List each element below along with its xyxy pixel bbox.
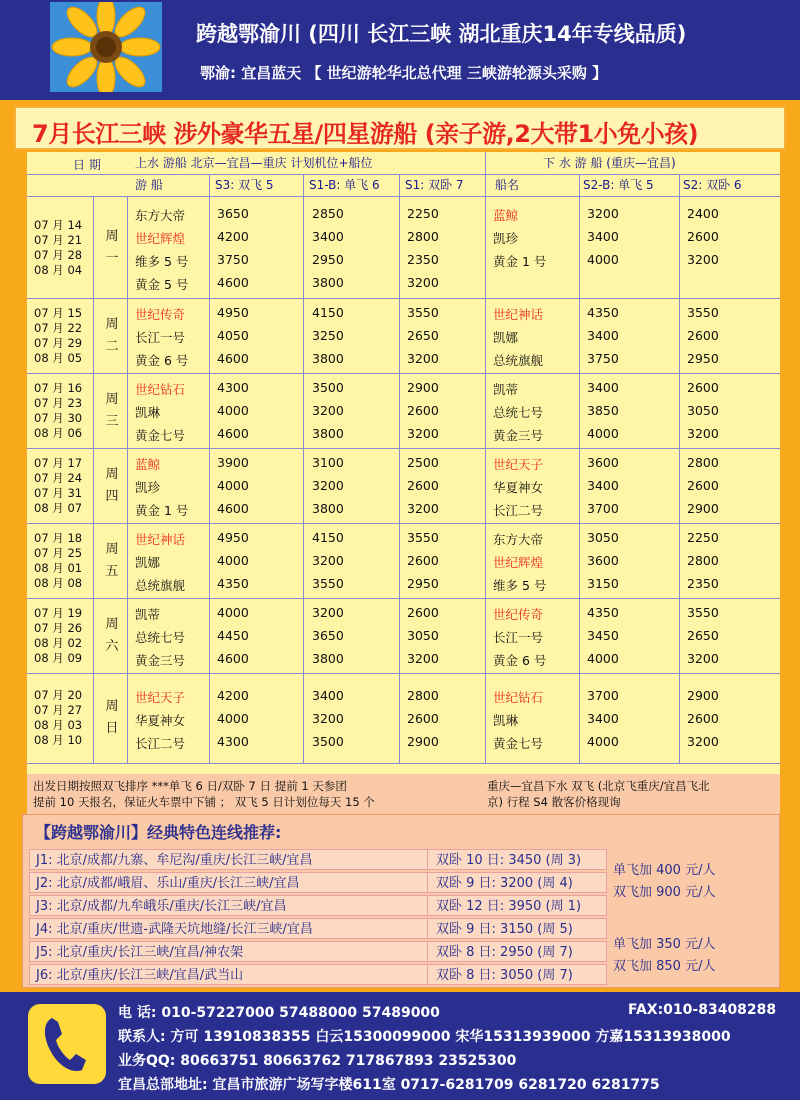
price-cell: 2600 bbox=[687, 710, 719, 726]
price-cell: 4600 bbox=[217, 501, 249, 516]
departure-date: 07 月 30 bbox=[34, 410, 83, 425]
price-cell: 3200 bbox=[687, 252, 719, 267]
price-cell: 3400 bbox=[312, 229, 344, 244]
price-cell: 3200 bbox=[312, 403, 344, 418]
row-divider bbox=[27, 448, 780, 449]
price-cell: 2600 bbox=[407, 605, 439, 620]
weekday-char: 一 bbox=[105, 251, 119, 266]
header-s2: S2: 双卧 6 bbox=[683, 178, 742, 192]
header-ship: 游 船 bbox=[135, 178, 163, 192]
header bbox=[0, 0, 800, 100]
weekday-char: 日 bbox=[105, 721, 119, 736]
ship-name: 华夏神女 bbox=[493, 480, 544, 495]
price-cell: 4000 bbox=[587, 426, 619, 441]
departure-date: 07 月 19 bbox=[34, 605, 83, 620]
price-cell: 2800 bbox=[407, 687, 439, 703]
price-cell: 3200 bbox=[407, 426, 439, 441]
route-name: J2: 北京/成都/峨眉、乐山/重庆/长江三峡/宜昌 bbox=[29, 872, 429, 893]
price-cell: 3200 bbox=[312, 710, 344, 726]
departure-date: 07 月 16 bbox=[34, 380, 83, 395]
note-left-line1: 出发日期按照双飞排序 ***单飞 6 日/双卧 7 日 提前 1 天参团 bbox=[33, 779, 347, 793]
price-cell: 2600 bbox=[687, 328, 719, 343]
route-name: J6: 北京/重庆/长江三峡/宜昌/武当山 bbox=[29, 964, 429, 985]
departure-date: 08 月 03 bbox=[34, 718, 83, 732]
column-divider bbox=[579, 174, 580, 763]
departure-date: 07 月 26 bbox=[34, 620, 83, 635]
route-price: 双卧 9 日: 3200 (周 4) bbox=[427, 872, 607, 893]
price-cell: 3550 bbox=[407, 530, 439, 545]
departure-date: 08 月 09 bbox=[34, 650, 83, 665]
route-name: J3: 北京/成都/九牟峨乐/重庆/长江三峡/宜昌 bbox=[29, 895, 429, 916]
price-cell: 3200 bbox=[407, 351, 439, 366]
note-right-line1: 重庆—宜昌下水 双飞 (北京飞重庆/宜昌飞北 bbox=[487, 779, 710, 793]
price-cell: 2400 bbox=[687, 206, 719, 221]
ship-name: 凯琳 bbox=[135, 405, 161, 420]
row-divider bbox=[27, 298, 780, 299]
sunflower-logo bbox=[50, 2, 162, 92]
ship-name: 总统旗舰 bbox=[135, 578, 186, 593]
price-cell: 3800 bbox=[312, 651, 344, 666]
price-cell: 2850 bbox=[312, 206, 344, 221]
price-cell: 3500 bbox=[312, 733, 344, 749]
price-cell: 3550 bbox=[407, 305, 439, 320]
departure-date: 07 月 17 bbox=[34, 455, 83, 470]
weekday-label bbox=[101, 614, 123, 658]
page-title: 跨越鄂渝川 (四川 长江三峡 湖北重庆14年专线品质) bbox=[196, 22, 687, 46]
price-cell: 4600 bbox=[217, 426, 249, 441]
ship-name: 蓝鲸 bbox=[135, 457, 161, 472]
price-cell: 3200 bbox=[687, 651, 719, 666]
ship-name: 华夏神女 bbox=[135, 712, 186, 728]
price-cell: 2500 bbox=[407, 455, 439, 470]
price-cell: 2900 bbox=[407, 733, 439, 749]
price-cell: 3450 bbox=[587, 628, 619, 643]
price-cell: 3050 bbox=[587, 530, 619, 545]
column-divider bbox=[209, 174, 210, 763]
price-cell: 3800 bbox=[312, 351, 344, 366]
departure-dates bbox=[34, 606, 82, 666]
ship-name: 世纪天子 bbox=[493, 457, 544, 472]
price-cell: 4000 bbox=[587, 733, 619, 749]
price-cell: 2600 bbox=[687, 478, 719, 493]
price-cell: 4350 bbox=[587, 605, 619, 620]
price-cell: 3550 bbox=[687, 305, 719, 320]
ship-name: 凯珍 bbox=[135, 480, 161, 495]
price-cell: 2900 bbox=[407, 380, 439, 395]
route-item bbox=[23, 964, 623, 986]
schedule-group bbox=[27, 523, 780, 598]
price-cell: 2800 bbox=[687, 553, 719, 568]
route-item bbox=[23, 849, 623, 871]
weekday-label bbox=[101, 226, 123, 270]
departure-date: 08 月 06 bbox=[34, 425, 83, 440]
price-cell: 3650 bbox=[312, 628, 344, 643]
price-cell: 3700 bbox=[587, 501, 619, 516]
ship-name: 世纪神话 bbox=[135, 532, 186, 547]
column-divider bbox=[303, 174, 304, 763]
weekday-char: 周 bbox=[105, 316, 119, 332]
ship-name: 长江一号 bbox=[493, 630, 544, 645]
price-cell: 2350 bbox=[687, 576, 719, 591]
departure-date: 08 月 02 bbox=[34, 635, 83, 650]
weekday-char: 周 bbox=[105, 466, 119, 482]
price-cell: 4600 bbox=[217, 351, 249, 366]
departure-date: 08 月 10 bbox=[34, 733, 83, 747]
price-cell: 3400 bbox=[587, 710, 619, 726]
header-up-title: 上水 游船 北京—宜昌—重庆 计划机位+船位 bbox=[135, 156, 373, 170]
route-item bbox=[23, 895, 623, 917]
banner-text: 7月长江三峡 涉外豪华五星/四星游船 (亲子游,2大带1小免小孩) bbox=[32, 120, 699, 148]
weekday-char: 二 bbox=[105, 338, 119, 354]
departure-date: 07 月 18 bbox=[34, 530, 83, 545]
ship-name: 黄金 1 号 bbox=[493, 254, 547, 269]
route-name: J4: 北京/重庆/世遗-武隆天坑地缝/长江三峡/宜昌 bbox=[29, 918, 429, 939]
weekday-label bbox=[101, 539, 123, 583]
ship-name: 黄金三号 bbox=[135, 653, 186, 668]
price-cell: 2950 bbox=[407, 576, 439, 591]
departure-date: 07 月 27 bbox=[34, 703, 83, 717]
price-cell: 2650 bbox=[407, 328, 439, 343]
weekday-label bbox=[101, 314, 123, 358]
ship-name: 维多 5 号 bbox=[135, 254, 189, 269]
routes-title: 【跨越鄂渝川】经典特色连线推荐: bbox=[35, 823, 282, 842]
route-item bbox=[23, 941, 623, 963]
ship-name: 黄金 5 号 bbox=[135, 277, 189, 292]
schedule-group bbox=[27, 598, 780, 673]
price-cell: 4000 bbox=[217, 710, 249, 726]
ship-name: 黄金三号 bbox=[493, 428, 544, 443]
weekday-char: 周 bbox=[105, 541, 119, 557]
price-cell: 3700 bbox=[587, 687, 619, 703]
price-cell: 3600 bbox=[587, 455, 619, 470]
price-cell: 3200 bbox=[407, 651, 439, 666]
ship-name: 凯娜 bbox=[493, 330, 519, 345]
ship-name: 总统旗舰 bbox=[493, 353, 544, 368]
price-cell: 4000 bbox=[587, 252, 619, 267]
contact-persons: 联系人: 方可 13910838355 白云15300099000 宋华15313939000 方嘉15313938000 bbox=[118, 1029, 731, 1045]
ship-name: 长江二号 bbox=[493, 503, 544, 518]
price-cell: 4050 bbox=[217, 328, 249, 343]
price-cell: 2600 bbox=[687, 380, 719, 395]
price-cell: 3550 bbox=[312, 576, 344, 591]
row-divider bbox=[27, 174, 780, 175]
extra-price-2b: 双飞加 850 元/人 bbox=[613, 959, 716, 974]
header-s2b: S2-B: 单飞 5 bbox=[583, 178, 654, 192]
departure-date: 08 月 01 bbox=[34, 560, 83, 575]
weekday-char: 五 bbox=[105, 563, 119, 579]
ship-name: 东方大帝 bbox=[135, 208, 186, 223]
price-cell: 2600 bbox=[407, 478, 439, 493]
price-cell: 2600 bbox=[407, 553, 439, 568]
price-cell: 3200 bbox=[312, 553, 344, 568]
route-price: 双卧 10 日: 3450 (周 3) bbox=[427, 849, 607, 870]
departure-dates bbox=[34, 218, 82, 278]
schedule-group bbox=[27, 373, 780, 448]
departure-date: 08 月 08 bbox=[34, 575, 83, 590]
column-divider bbox=[93, 196, 94, 763]
note-right-line2: 京) 行程 S4 散客价格现询 bbox=[487, 795, 621, 809]
weekday-char: 周 bbox=[105, 391, 119, 407]
ship-name: 凯珍 bbox=[493, 231, 519, 246]
column-divider bbox=[485, 152, 486, 174]
column-divider bbox=[679, 174, 680, 763]
extra-price-1b: 双飞加 900 元/人 bbox=[613, 885, 716, 900]
header-down-title: 下 水 游 船 (重庆—宜昌) bbox=[543, 156, 676, 170]
price-cell: 2600 bbox=[687, 229, 719, 244]
ship-name: 凯蒂 bbox=[135, 607, 161, 622]
ship-name: 长江二号 bbox=[135, 735, 186, 751]
price-cell: 2800 bbox=[687, 455, 719, 470]
route-price: 双卧 12 日: 3950 (周 1) bbox=[427, 895, 607, 916]
weekday-char: 三 bbox=[105, 413, 119, 429]
weekday-char: 周 bbox=[105, 229, 119, 244]
price-cell: 4950 bbox=[217, 530, 249, 545]
price-cell: 4000 bbox=[217, 605, 249, 620]
ship-name: 世纪传奇 bbox=[135, 307, 186, 322]
departure-date: 07 月 29 bbox=[34, 335, 83, 350]
price-cell: 4300 bbox=[217, 380, 249, 395]
price-cell: 4150 bbox=[312, 305, 344, 320]
price-cell: 4600 bbox=[217, 275, 249, 290]
departure-date: 08 月 07 bbox=[34, 500, 83, 515]
price-cell: 2900 bbox=[687, 501, 719, 516]
price-cell: 4000 bbox=[217, 478, 249, 493]
departure-dates bbox=[34, 306, 82, 366]
promo-banner bbox=[14, 106, 786, 150]
departure-date: 07 月 25 bbox=[34, 545, 83, 560]
departure-dates bbox=[34, 381, 82, 441]
ship-name: 蓝鲸 bbox=[493, 208, 519, 223]
phone-numbers: 电 话: 010-57227000 57488000 57489000 bbox=[118, 1005, 440, 1021]
price-cell: 3800 bbox=[312, 501, 344, 516]
row-divider bbox=[27, 763, 780, 764]
route-item bbox=[23, 918, 623, 940]
price-cell: 3200 bbox=[312, 478, 344, 493]
ship-name: 凯蒂 bbox=[493, 382, 519, 397]
ship-name: 总统七号 bbox=[493, 405, 544, 420]
price-cell: 3200 bbox=[407, 501, 439, 516]
price-cell: 3800 bbox=[312, 275, 344, 290]
price-cell: 4450 bbox=[217, 628, 249, 643]
ship-name: 长江一号 bbox=[135, 330, 186, 345]
price-cell: 4150 bbox=[312, 530, 344, 545]
row-divider bbox=[27, 373, 780, 374]
row-divider bbox=[27, 196, 780, 197]
schedule-table bbox=[27, 152, 780, 774]
ship-name: 世纪传奇 bbox=[493, 607, 544, 622]
weekday-label bbox=[101, 389, 123, 433]
price-cell: 3400 bbox=[587, 328, 619, 343]
price-cell: 2950 bbox=[312, 252, 344, 267]
price-cell: 3200 bbox=[407, 275, 439, 290]
weekday-char: 周 bbox=[105, 616, 119, 632]
header-s1: S1: 双卧 7 bbox=[405, 178, 464, 192]
price-cell: 3850 bbox=[587, 403, 619, 418]
price-cell: 2600 bbox=[407, 710, 439, 726]
price-cell: 3650 bbox=[217, 206, 249, 221]
column-divider bbox=[399, 174, 400, 763]
price-cell: 3900 bbox=[217, 455, 249, 470]
ship-name: 维多 5 号 bbox=[493, 578, 547, 593]
route-price: 双卧 8 日: 2950 (周 7) bbox=[427, 941, 607, 962]
extra-price-2a: 单飞加 350 元/人 bbox=[613, 937, 716, 952]
price-cell: 2950 bbox=[687, 351, 719, 366]
column-divider bbox=[127, 196, 128, 763]
departure-date: 07 月 14 bbox=[34, 218, 83, 232]
price-cell: 3550 bbox=[687, 605, 719, 620]
hq-address: 宜昌总部地址: 宜昌市旅游广场写字楼611室 0717-6281709 6281720 6281775 bbox=[118, 1077, 660, 1093]
weekday-label bbox=[101, 464, 123, 508]
price-cell: 2800 bbox=[407, 229, 439, 244]
price-cell: 4200 bbox=[217, 687, 249, 703]
note-left-line2: 提前 10 天报名，保证火车票中下铺 ； 双飞 5 日计划位每天 15 个 bbox=[33, 795, 375, 809]
price-cell: 3400 bbox=[312, 687, 344, 703]
price-cell: 3250 bbox=[312, 328, 344, 343]
row-divider bbox=[27, 673, 780, 674]
departure-date: 08 月 04 bbox=[34, 263, 83, 277]
route-price: 双卧 9 日: 3150 (周 5) bbox=[427, 918, 607, 939]
ship-name: 世纪钻石 bbox=[135, 382, 186, 397]
header-date: 日 期 bbox=[73, 158, 101, 172]
price-cell: 3400 bbox=[587, 380, 619, 395]
ship-name: 黄金七号 bbox=[135, 428, 186, 443]
departure-dates bbox=[34, 456, 82, 516]
contact-footer bbox=[0, 992, 800, 1100]
ship-name: 黄金 6 号 bbox=[493, 653, 547, 668]
header-ship-name: 船名 bbox=[495, 178, 520, 192]
ship-name: 世纪天子 bbox=[135, 689, 186, 705]
route-price: 双卧 8 日: 3050 (周 7) bbox=[427, 964, 607, 985]
weekday-label bbox=[101, 696, 123, 740]
departure-date: 07 月 20 bbox=[34, 688, 83, 702]
price-cell: 4300 bbox=[217, 733, 249, 749]
qq-numbers: 业务QQ: 80663751 80663762 717867893 23525300 bbox=[118, 1053, 517, 1069]
price-cell: 3200 bbox=[312, 605, 344, 620]
route-name: J5: 北京/重庆/长江三峡/宜昌/神农架 bbox=[29, 941, 429, 962]
price-cell: 3400 bbox=[587, 229, 619, 244]
price-cell: 2250 bbox=[687, 530, 719, 545]
phone-icon bbox=[28, 1004, 106, 1084]
ship-name: 凯娜 bbox=[135, 555, 161, 570]
note-right bbox=[487, 778, 710, 810]
departure-dates bbox=[34, 688, 82, 748]
weekday-char: 六 bbox=[105, 638, 119, 654]
price-cell: 4000 bbox=[217, 403, 249, 418]
route-item bbox=[23, 872, 623, 894]
price-cell: 3050 bbox=[407, 628, 439, 643]
ship-name: 世纪辉煌 bbox=[135, 231, 186, 246]
price-cell: 3200 bbox=[587, 206, 619, 221]
price-cell: 2250 bbox=[407, 206, 439, 221]
ship-name: 黄金七号 bbox=[493, 735, 544, 751]
price-cell: 2650 bbox=[687, 628, 719, 643]
price-cell: 2350 bbox=[407, 252, 439, 267]
price-cell: 3100 bbox=[312, 455, 344, 470]
departure-date: 07 月 15 bbox=[34, 305, 83, 320]
price-cell: 4950 bbox=[217, 305, 249, 320]
ship-name: 世纪钻石 bbox=[493, 689, 544, 705]
schedule-note bbox=[27, 774, 780, 814]
price-cell: 3800 bbox=[312, 426, 344, 441]
price-cell: 4600 bbox=[217, 651, 249, 666]
route-name: J1: 北京/成都/九寨、牟尼沟/重庆/长江三峡/宜昌 bbox=[29, 849, 429, 870]
ship-name: 世纪神话 bbox=[493, 307, 544, 322]
page-subtitle: 鄂渝: 宜昌蓝天 【 世纪游轮华北总代理 三峡游轮源头采购 】 bbox=[200, 64, 608, 82]
price-cell: 3400 bbox=[587, 478, 619, 493]
weekday-char: 四 bbox=[105, 488, 119, 504]
ship-name: 总统七号 bbox=[135, 630, 186, 645]
price-cell: 3200 bbox=[687, 426, 719, 441]
price-cell: 3050 bbox=[687, 403, 719, 418]
row-divider bbox=[27, 523, 780, 524]
departure-date: 07 月 31 bbox=[34, 485, 83, 500]
departure-date: 07 月 23 bbox=[34, 395, 83, 410]
price-cell: 3150 bbox=[587, 576, 619, 591]
price-cell: 3200 bbox=[687, 733, 719, 749]
departure-date: 08 月 05 bbox=[34, 350, 83, 365]
price-cell: 3600 bbox=[587, 553, 619, 568]
price-cell: 3500 bbox=[312, 380, 344, 395]
price-cell: 4350 bbox=[587, 305, 619, 320]
schedule-group bbox=[27, 298, 780, 373]
price-cell: 4000 bbox=[217, 553, 249, 568]
price-cell: 4000 bbox=[587, 651, 619, 666]
price-cell: 2900 bbox=[687, 687, 719, 703]
column-divider bbox=[485, 174, 486, 763]
ship-name: 凯琳 bbox=[493, 712, 519, 728]
departure-dates bbox=[34, 531, 82, 591]
ship-name: 黄金 6 号 bbox=[135, 353, 189, 368]
departure-date: 07 月 24 bbox=[34, 470, 83, 485]
schedule-group bbox=[27, 673, 780, 763]
extra-price-1a: 单飞加 400 元/人 bbox=[613, 863, 716, 878]
weekday-char: 周 bbox=[105, 699, 119, 714]
departure-date: 07 月 28 bbox=[34, 248, 83, 262]
ship-name: 黄金 1 号 bbox=[135, 503, 189, 518]
schedule-group bbox=[27, 198, 780, 298]
price-cell: 2600 bbox=[407, 403, 439, 418]
header-s1b: S1-B: 单飞 6 bbox=[309, 178, 380, 192]
price-cell: 3750 bbox=[587, 351, 619, 366]
price-cell: 4200 bbox=[217, 229, 249, 244]
ship-name: 世纪辉煌 bbox=[493, 555, 544, 570]
note-left bbox=[33, 778, 375, 810]
route-recommendations bbox=[22, 814, 780, 988]
price-cell: 3750 bbox=[217, 252, 249, 267]
schedule-group bbox=[27, 448, 780, 523]
header-s3: S3: 双飞 5 bbox=[215, 178, 274, 192]
ship-name: 东方大帝 bbox=[493, 532, 544, 547]
fax-number: FAX:010-83408288 bbox=[628, 1002, 777, 1018]
row-divider bbox=[27, 598, 780, 599]
departure-date: 07 月 22 bbox=[34, 320, 83, 335]
price-cell: 4350 bbox=[217, 576, 249, 591]
departure-date: 07 月 21 bbox=[34, 233, 83, 247]
